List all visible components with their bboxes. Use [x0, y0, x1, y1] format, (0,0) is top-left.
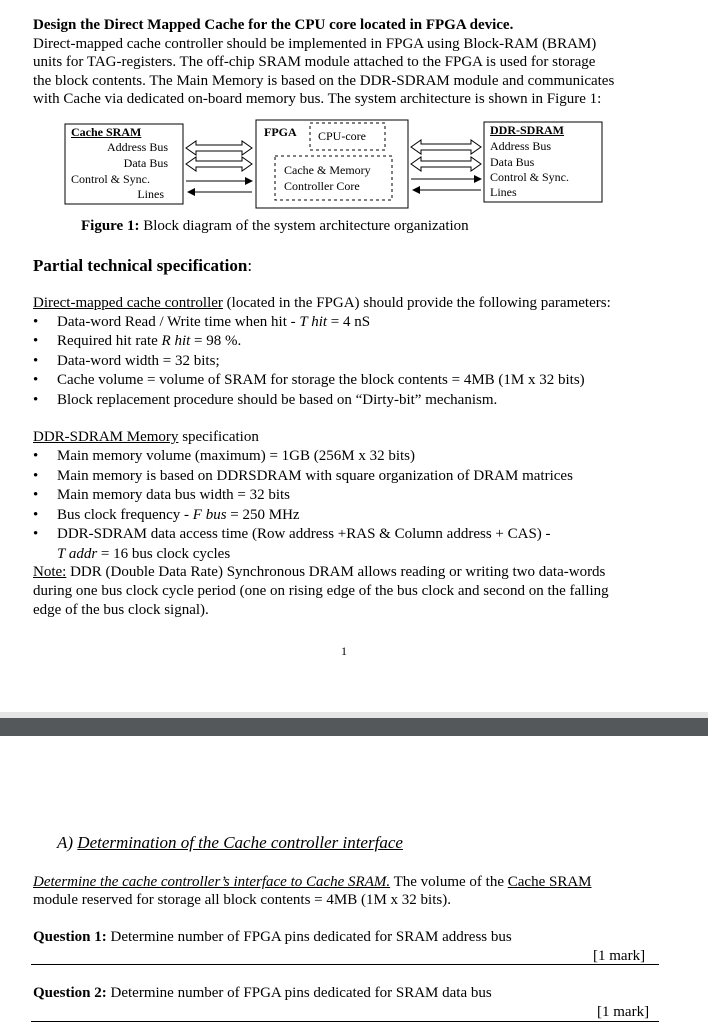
figure-caption: Figure 1: Block diagram of the system architecture organization: [81, 218, 469, 234]
ddr-address-bus-label: Address Bus: [490, 139, 552, 153]
taddr-line: T addr = 16 bus clock cycles: [57, 546, 231, 562]
note-line-3: edge of the bus clock signal).: [33, 602, 209, 618]
page-separator: [0, 718, 708, 736]
ddr-lines-label: Lines: [490, 185, 517, 199]
intro-line-2: units for TAG-registers. The off-chip SRAM module attached to the FPGA is used for storage: [33, 54, 596, 70]
question-2: Question 2: Determine number of FPGA pins dedicated for SRAM data bus: [33, 985, 492, 1001]
ddr-sdram-title: DDR-SDRAM: [490, 123, 564, 137]
ddr-data-bus-label: Data Bus: [490, 155, 535, 169]
ddr-spec-intro: DDR-SDRAM Memory specification: [33, 429, 259, 445]
section-a-heading: A) Determination of the Cache controller interface: [57, 833, 403, 852]
question-1-mark: [1 mark]: [593, 948, 646, 964]
cpu-core-label: CPU-core: [318, 129, 366, 143]
ddr-address-bus-arrow: [411, 140, 481, 154]
question-1: Question 1: Determine number of FPGA pins dedicated for SRAM address bus: [33, 929, 512, 945]
architecture-diagram: [0, 0, 708, 215]
cache-controller-label-1: Cache & Memory: [284, 163, 371, 177]
ddr-data-bus-arrow: [411, 157, 481, 171]
sram-address-bus-label: Address Bus: [106, 140, 168, 154]
sram-lines-label: Lines: [137, 187, 164, 201]
cache-controller-label-2: Controller Core: [284, 179, 360, 193]
answer-line-2: [31, 1021, 659, 1022]
intro-line-1: Direct-mapped cache controller should be implemented in FPGA using Block-RAM (BRAM): [33, 36, 597, 52]
section-a-intro-line-2: module reserved for storage all block contents = 4MB (1M x 32 bits).: [33, 892, 451, 908]
sram-data-bus-label: Data Bus: [123, 156, 168, 170]
sram-data-bus-arrow: [186, 157, 252, 171]
question-2-mark: [1 mark]: [597, 1004, 650, 1020]
sram-address-bus-arrow: [186, 141, 252, 155]
answer-line-1: [31, 964, 659, 965]
intro-line-4: with Cache via dedicated on-board memory bus. The system architecture is shown in Figure 1:: [33, 91, 602, 107]
spec-heading: Partial technical specification:: [33, 256, 253, 275]
cache-sram-title: Cache SRAM: [71, 125, 142, 139]
ddr-control-label: Control & Sync.: [490, 170, 570, 184]
page-number: 1: [341, 644, 347, 658]
intro-line-3: the block contents. The Main Memory is based on the DDR-SDRAM module and communicates: [33, 73, 615, 89]
fpga-label: FPGA: [264, 125, 297, 139]
note-line-1: Note: DDR (Double Data Rate) Synchronous DRAM allows reading or writing two data-words: [33, 564, 606, 580]
section-a-intro-line-1: Determine the cache controller’s interface to Cache SRAM. The volume of the Cache SRAM: [33, 874, 592, 890]
cache-controller-intro: Direct-mapped cache controller (located in the FPGA) should provide the following parameters:: [33, 295, 611, 311]
document-title: Design the Direct Mapped Cache for the CPU core located in FPGA device.: [33, 17, 514, 33]
sram-control-label: Control & Sync.: [71, 172, 151, 186]
note-line-2: during one bus clock cycle period (one on rising edge of the bus clock and second on the falling: [33, 583, 609, 599]
